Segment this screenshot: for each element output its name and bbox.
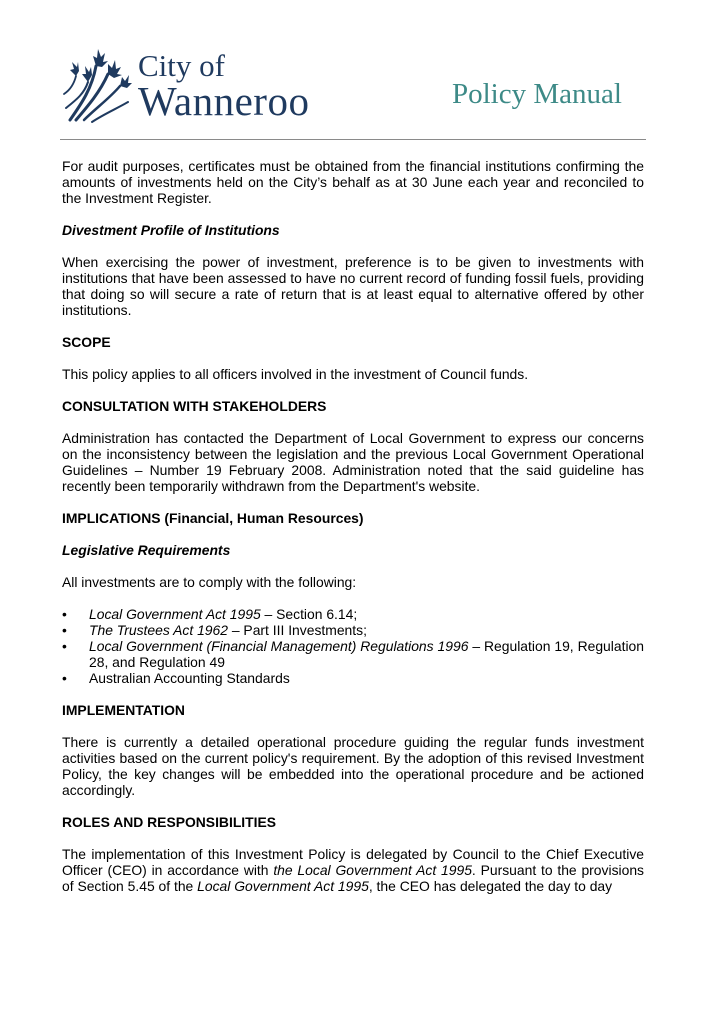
paragraph-audit: For audit purposes, certificates must be obtained from the financial institutions confirming the amounts of investments held on the City’s behalf as at 30 June each year and reconciled to the Investment Register. bbox=[62, 158, 644, 206]
heading-implementation: IMPLEMENTATION bbox=[62, 702, 185, 718]
list-item bbox=[62, 606, 644, 622]
list-item-detail: Australian Accounting Standards bbox=[89, 670, 290, 686]
list-item-detail: – Part III Investments; bbox=[227, 622, 367, 638]
bullet-icon: • bbox=[62, 670, 67, 686]
bullet-icon: • bbox=[62, 622, 67, 638]
legislation-list bbox=[62, 606, 644, 686]
bullet-icon: • bbox=[62, 606, 67, 622]
bullet-icon: • bbox=[62, 638, 67, 654]
heading-divestment-profile: Divestment Profile of Institutions bbox=[62, 222, 280, 238]
policy-manual-title: Policy Manual bbox=[452, 78, 622, 110]
roles-text-3: , the CEO has delegated the day to day bbox=[368, 878, 613, 894]
heading-implications: IMPLICATIONS (Financial, Human Resources) bbox=[62, 510, 364, 526]
list-item-detail: – Regulation 19, Regulation 28, and Regulation 49 bbox=[89, 638, 644, 670]
paragraph-scope: This policy applies to all officers involved in the investment of Council funds. bbox=[62, 366, 529, 382]
paragraph-divestment: When exercising the power of investment, preference is to be given to investments with institutions that have been assessed to have no current record of funding fossil fuels, providing that doing so will secure a rate of return that is at least equal to alternative offered by other institutions. bbox=[62, 254, 644, 318]
list-item bbox=[62, 622, 644, 638]
list-item bbox=[62, 670, 644, 686]
document-body bbox=[62, 158, 644, 894]
paragraph-consultation: Administration has contacted the Department of Local Government to express our concerns on the inconsistency between the legislation and the previous Local Government Operational Guidelines – Number 19 February 2008. Administration noted that the said guideline has recently been temporarily withdrawn from the Department's website. bbox=[62, 430, 644, 494]
kangaroo-paw-icon bbox=[62, 48, 132, 124]
city-of-wanneroo-logo bbox=[62, 48, 332, 128]
heading-scope: SCOPE bbox=[62, 334, 111, 350]
list-item-act: Local Government Act 1995 bbox=[89, 606, 261, 622]
heading-consultation: CONSULTATION WITH STAKEHOLDERS bbox=[62, 398, 327, 414]
heading-roles-responsibilities: ROLES AND RESPONSIBILITIES bbox=[62, 814, 277, 830]
logo-text-city-of: City of bbox=[138, 48, 225, 83]
list-item-act: Local Government (Financial Management) Regulations 1996 bbox=[89, 638, 469, 654]
heading-legislative-requirements: Legislative Requirements bbox=[62, 542, 231, 558]
list-item-detail: – Section 6.14; bbox=[260, 606, 358, 622]
header-divider bbox=[60, 139, 646, 140]
roles-act-1: the Local Government Act 1995 bbox=[273, 862, 472, 878]
paragraph-roles bbox=[62, 846, 644, 894]
list-item-act: The Trustees Act 1962 bbox=[89, 622, 228, 638]
list-item bbox=[62, 638, 644, 670]
paragraph-comply: All investments are to comply with the following: bbox=[62, 574, 357, 590]
logo-text-wanneroo: Wanneroo bbox=[138, 78, 310, 124]
roles-text-1: The implementation of this Investment Policy is delegated by Council to the Chief Executive Officer (CEO) in accordance with bbox=[62, 846, 644, 878]
paragraph-implementation: There is currently a detailed operational procedure guiding the regular funds investment activities based on the current policy's requirement. By the adoption of this revised Investment Policy, the key changes will be embedded into the operational procedure and be actioned accordingly. bbox=[62, 734, 644, 798]
roles-act-2: Local Government Act 1995 bbox=[197, 878, 369, 894]
roles-text-2: . Pursuant to the provisions of Section 5.45 of the bbox=[62, 862, 644, 894]
